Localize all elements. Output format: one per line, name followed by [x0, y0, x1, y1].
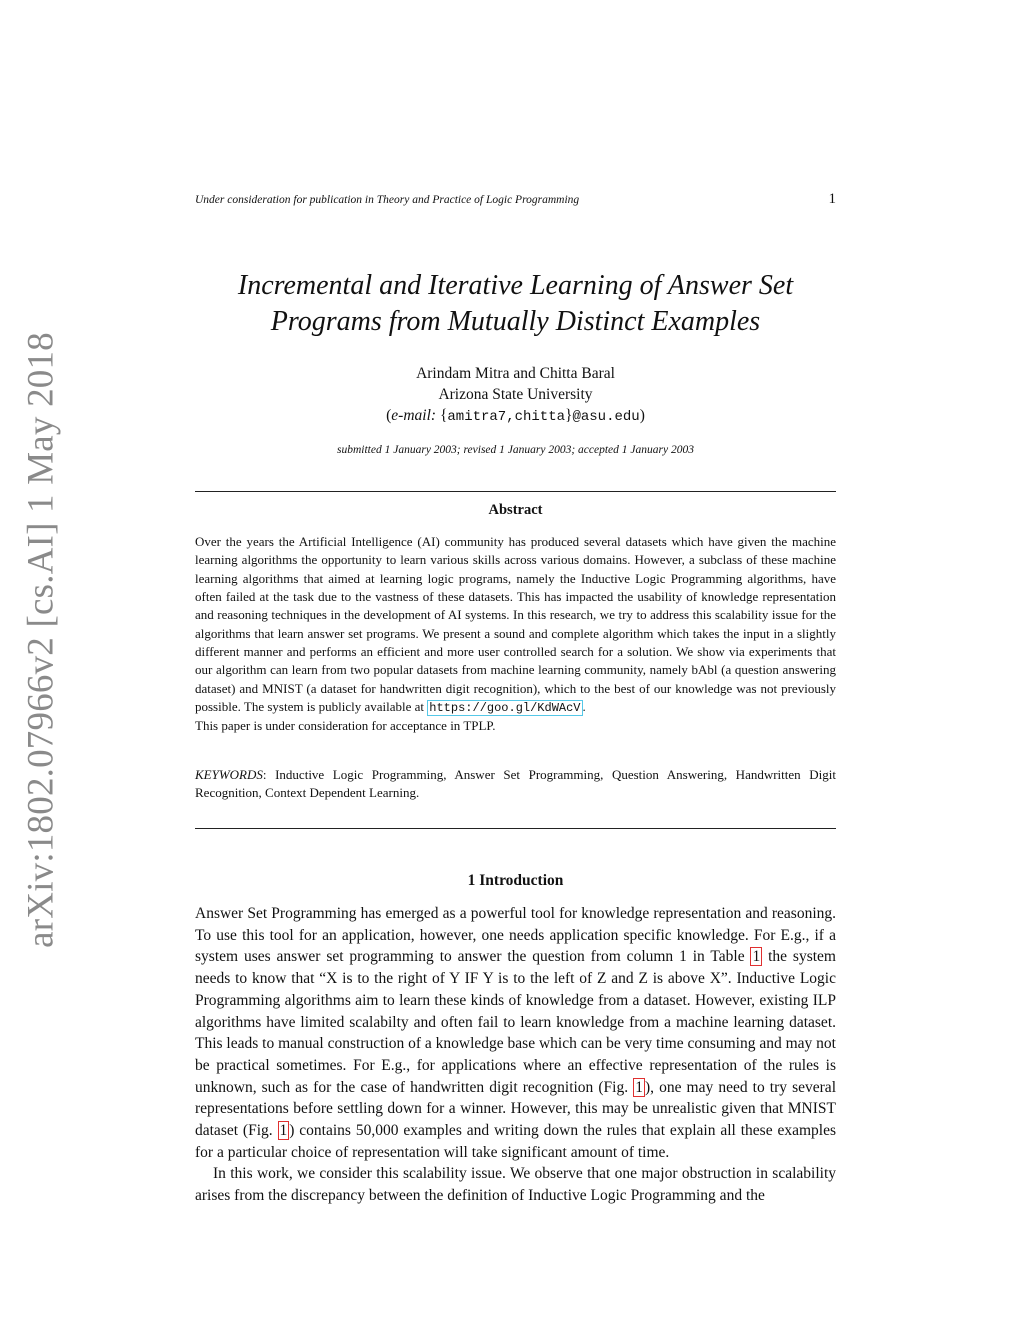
author-block [195, 363, 836, 428]
abstract-heading: Abstract [488, 502, 543, 518]
keywords-text: : Inductive Logic Programming, Answer Set Programming, Question Answering, Handwritten Digit Recognition, Context Dependent Learning. [195, 767, 836, 801]
page-number: 1 [828, 191, 836, 207]
bottom-divider [195, 828, 836, 829]
title-line-2: Programs from Mutually Distinct Examples [270, 306, 761, 337]
keywords [195, 766, 836, 803]
abstract-text: Over the years the Artificial Intelligence (AI) community has produced several datasets which have given the machine learning algorithms the opportunity to learn various skills across various domains. However, a subclass of these machine learning algorithms that aimed at learning logic programs, namely the Inductive Logic Programming algorithms, have often failed at the task due to the vastness of these datasets. This has impacted the usability of knowledge representation and reasoning techniques in the development of AI systems. In this research, we try to address this scalability issue for the algorithms that learn answer set programs. We present a sound and complete algorithm which takes the input in a slightly different manner and performs an efficient and more user controlled search for a solution. We show via experiments that our algorithm can learn from two popular datasets from machine learning community, namely bAbl (a question answering dataset) and MNIST (a dataset for handwritten digit recognition), which to the best of our knowledge was not previously possible. The system is publicly available at [195, 534, 836, 715]
arxiv-identifier-stamp: arXiv:1802.07966v2 [cs.AI] 1 May 2018 [20, 332, 62, 948]
introduction-body [195, 903, 836, 1207]
section-heading-introduction: 1 Introduction [467, 872, 564, 889]
intro-paragraph-2: In this work, we consider this scalability issue. We observe that one major obstruction in scalability arises from the discrepancy between the definition of Inductive Logic Programming and the [195, 1165, 836, 1205]
running-head-text: Under consideration for publication in Theory and Practice of Logic Programming [195, 194, 580, 206]
repository-link[interactable]: https://goo.gl/KdWAcV [429, 701, 581, 716]
author-names: Arindam Mitra and Chitta Baral [416, 365, 615, 382]
running-head [195, 191, 836, 207]
author-email: (e-mail: {amitra7,chitta}@asu.edu) [386, 407, 645, 425]
submission-dates: submitted 1 January 2003; revised 1 January 2003; accepted 1 January 2003 [337, 444, 694, 456]
email-domain: @asu.edu [572, 409, 640, 425]
intro-paragraph-1: Answer Set Programming has emerged as a powerful tool for knowledge representation and reasoning. To use this tool for an application, however, one needs application specific knowledge. For E.g., if a system uses answer set programming to answer the question from column 1 in Table 1 the system needs to know that “X is to the right of Y IF Y is to the left of Z and Z is above X”. Inductive Logic Programming algorithms aim to learn these kinds of knowledge from a dataset. However, existing ILP algorithms have limited scalabilty and often fail to learn knowledge from a machine learning dataset. This leads to manual construction of a knowledge base which can be very time consuming and may not be practical sometimes. For E.g., for applications where an effective representation of the rules is unknown, such as for the case of handwritten digit recognition (Fig. 1 ), one may need to try several representations before settling down for a winner. However, this may be unrealistic given that MNIST dataset (Fig. 1 ) contains 50,000 examples and writing down the rules that explain all these examples for a particular choice of representation will take significant amount of time. [195, 905, 836, 1161]
paper-title [195, 268, 836, 340]
abstract-closing: This paper is under consideration for acceptance in TPLP. [195, 718, 496, 734]
table-reference-link[interactable]: 1 [752, 948, 761, 966]
figure-reference-link[interactable]: 1 [279, 1122, 288, 1140]
keywords-label: KEYWORDS [195, 767, 263, 782]
top-divider [195, 491, 836, 492]
email-users: amitra7,chitta [447, 409, 566, 425]
figure-reference-link[interactable]: 1 [635, 1078, 643, 1096]
email-label: e-mail: [391, 407, 437, 424]
author-affiliation: Arizona State University [438, 386, 593, 403]
abstract-body: Over the years the Artificial Intelligence (AI) community has produced several datasets which have given the machine learning algorithms the opportunity to learn various skills across various domains. However, a subclass of these machine learning algorithms that aimed at learning logic programs, namely the Inductive Logic Programming algorithms, have often failed at the task due to the vastness of these datasets. This has impacted the usability of knowledge representation and reasoning techniques in the development of AI systems. In this research, we try to address this scalability issue for the algorithms that learn answer set programs. We present a sound and complete algorithm which takes the input in a slightly different manner and performs an efficient and more user controlled search for a solution. We show via experiments that our algorithm can learn from two popular datasets from machine learning community, namely bAbl (a question answering dataset) and MNIST (a dataset for handwritten digit recognition), which to the best of our knowledge was not previously possible. The system is publicly available at https://goo.gl/KdWAcV . This paper is under consideration for acceptance in TPLP. [195, 534, 836, 734]
title-line-1: Incremental and Iterative Learning of Answer Set [237, 270, 794, 301]
